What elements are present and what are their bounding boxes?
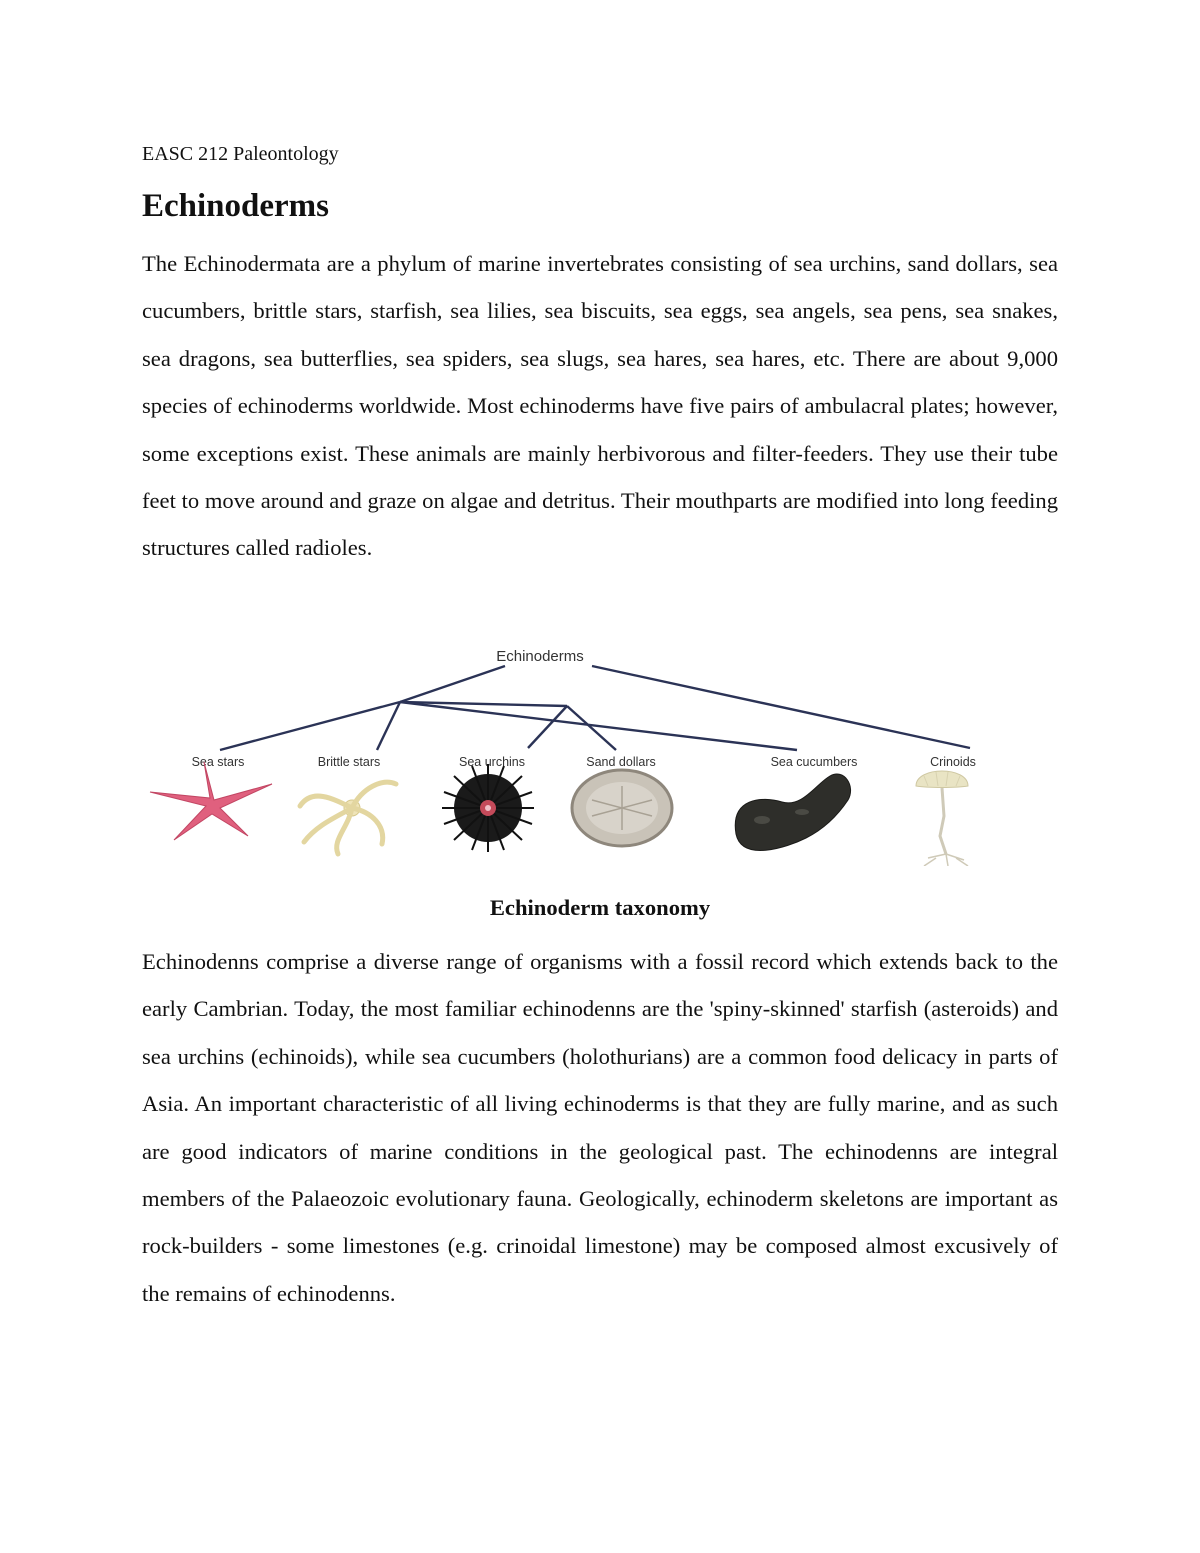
figure-caption: Echinoderm taxonomy bbox=[489, 895, 711, 920]
label-sea-urchins: Sea urchins bbox=[458, 755, 526, 769]
tree-root-label: Echinoderms bbox=[496, 648, 584, 665]
branch-to-sea-cucumbers bbox=[400, 702, 797, 750]
label-sea-stars: Sea stars bbox=[191, 755, 245, 769]
sea-star-image bbox=[150, 762, 272, 840]
intro-paragraph-text: The Echinodermata are a phylum of marine invertebrates consisting of sea urchins, sand dollars, sea cucumbers, brittle stars, starfish, sea lilies, sea biscuits, sea eggs, sea angels, sea pens, sea snakes, sea dragons, sea butterflies, sea spiders, sea slugs, sea hares, sea hares, etc. There are about 9,000 species of echinoderms worldwide. Most echinoderms have five pairs of ambulacral plates; however, some exceptions exist. These animals are mainly herbivorous and filter-feeders. They use their tube feet to move around and graze on algae and detritus. Their mouthparts are modified into long feeding structures called radioles. bbox=[142, 251, 1058, 561]
crinoid-image bbox=[916, 771, 968, 866]
taxonomy-paragraph-text: Echinodenns comprise a diverse range of organisms with a fossil record which extends back to the early Cambrian. Today, the most familiar echinodenns are the 'spiny-skinned' starfish (asteroids) and sea urchins (echinoids), while sea cucumbers (holothurians) are a common food delicacy in parts of Asia. An important characteristic of all living echinoderms is that they are fully marine, and as such are good indicators of marine conditions in the geological past. The echinodenns are integral members of the Palaeozoic evolutionary fauna. Geologically, echinoderm skeletons are important as rock-builders - some limestones (e.g. crinoidal limestone) may be composed almost excusively of the remains of echinodenns. bbox=[142, 949, 1058, 1306]
branch-root-to-crinoids bbox=[592, 666, 970, 748]
intro-paragraph bbox=[142, 240, 1058, 572]
sea-cucumber-image bbox=[735, 774, 850, 850]
label-crinoids: Crinoids bbox=[930, 755, 976, 769]
label-sand-dollars: Sand dollars bbox=[586, 755, 656, 769]
tree-branches bbox=[220, 666, 970, 750]
branch-to-brittle-stars bbox=[377, 702, 400, 750]
taxonomy-figure bbox=[142, 636, 1058, 866]
branch-root-to-node-a bbox=[400, 666, 505, 702]
branch-to-sea-stars bbox=[220, 702, 400, 750]
sea-urchin-image bbox=[442, 764, 534, 852]
label-sea-cucumbers: Sea cucumbers bbox=[770, 755, 858, 769]
page-title: Echinoderms bbox=[142, 188, 330, 224]
branch-to-sea-urchins bbox=[528, 706, 567, 748]
taxonomy-tree-diagram bbox=[142, 636, 1058, 866]
brittle-star-image bbox=[300, 782, 396, 854]
label-brittle-stars: Brittle stars bbox=[317, 755, 381, 769]
taxonomy-paragraph bbox=[142, 938, 1058, 1317]
sand-dollar-image bbox=[572, 770, 672, 846]
course-header: EASC 212 Paleontology bbox=[142, 143, 339, 165]
